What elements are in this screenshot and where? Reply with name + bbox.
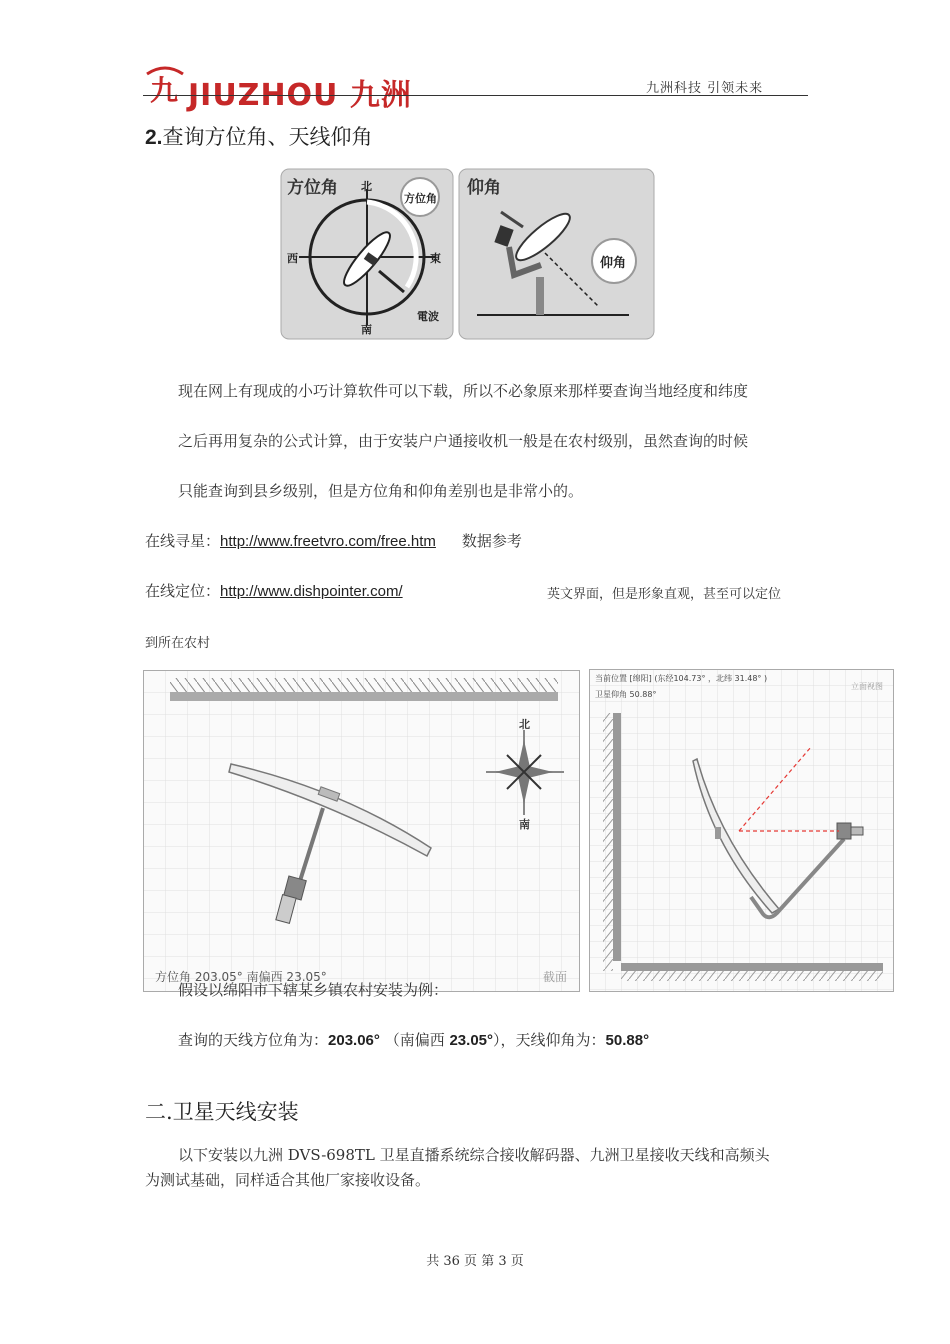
svg-text:九: 九: [150, 74, 179, 106]
logo-text: JIUZHOU 九洲: [188, 78, 412, 113]
locator-note: 英文界面，但是形象直观，甚至可以定位: [547, 587, 782, 602]
azimuth-status: 方位角 203.05° 南偏西 23.05°: [155, 970, 327, 984]
wave-label: 電波: [417, 310, 439, 323]
wall-bar: [170, 692, 558, 701]
dishpointer-azimuth-screenshot: [143, 670, 580, 992]
section-title: 2.查询方位角、天线仰角: [145, 125, 373, 149]
finder-line: 在线寻星：http://www.freetvro.com/free.htm 数据参考: [145, 532, 522, 550]
compass-north: 北: [361, 180, 372, 193]
locator-link[interactable]: http://www.dishpointer.com/: [220, 583, 403, 600]
satellite-elevation: 卫星仰角 50.88°: [595, 690, 657, 699]
header-divider: [143, 95, 808, 96]
ground-bar: [621, 963, 883, 971]
elevation-title: 仰角: [467, 178, 501, 198]
locator-note-continued: 到所在农村: [145, 636, 211, 651]
page-footer: 共 36 页 第 3 页: [426, 1254, 524, 1269]
paragraph-line-1: 现在网上有现成的小巧计算软件可以下载，所以不必象原来那样要查询当地经度和纬度: [178, 382, 749, 400]
compass-west: 西: [287, 252, 298, 265]
azimuth-title: 方位角: [287, 178, 338, 198]
paragraph-line-2: 之后再用复杂的公式计算，由于安装户户通接收机一般是在农村级别，虽然查询的时候: [178, 432, 749, 450]
svg-text:方位角: 方位角: [404, 192, 437, 205]
header-slogan: 九洲科技 引领未来: [646, 81, 764, 96]
section2-title: 二.卫星天线安装: [145, 1100, 299, 1124]
section2-para-line-2: 为测试基础，同样适合其他厂家接收设备。: [145, 1171, 431, 1189]
example-intro: 假设以绵阳市下辖某乡镇农村安装为例：: [178, 981, 449, 999]
dish-pole: [536, 277, 544, 315]
example-result: 查询的天线方位角为：203.06° （南偏西 23.05°），天线仰角为：50.88°: [178, 1031, 650, 1049]
wall-hatch: [170, 678, 558, 692]
elevation-view-label: 立面视图: [851, 682, 883, 691]
finder-link[interactable]: http://www.freetvro.com/free.htm: [220, 533, 436, 550]
logo-icon: [143, 66, 187, 106]
svg-text:仰角: 仰角: [600, 256, 627, 271]
compass-south: 南: [361, 323, 372, 336]
dishpointer-elevation-screenshot: [589, 669, 894, 992]
wall-vertical: [613, 713, 621, 961]
section2-para-line-1: 以下安装以九洲 DVS-698TL 卫星直播系统综合接收解码器、九洲卫星接收天线和高频头: [178, 1146, 770, 1164]
map-north: 北: [519, 718, 530, 731]
map-south: 南: [519, 818, 530, 831]
azimuth-elevation-diagram: [279, 167, 657, 341]
view-mode-label: 截面: [543, 970, 568, 984]
locator-line: 在线定位：http://www.dishpointer.com/: [145, 582, 403, 600]
compass-east: 東: [430, 252, 441, 265]
current-position: 当前位置 [绵阳] (东经104.73° ，北纬 31.48° ): [595, 674, 768, 683]
paragraph-line-3: 只能查询到县乡级别，但是方位角和仰角差别也是非常小的。: [178, 482, 584, 500]
